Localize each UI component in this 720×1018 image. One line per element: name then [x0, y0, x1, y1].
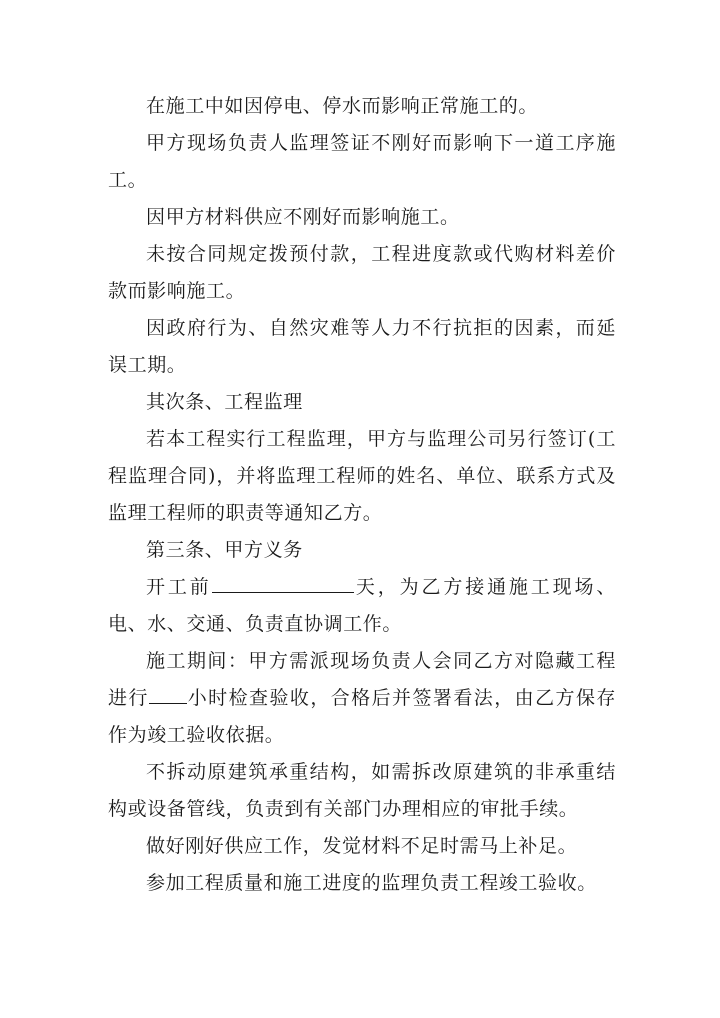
document-page — [108, 88, 616, 902]
hours-blank-line — [149, 681, 187, 704]
paragraph-material-supply-duty: 做好刚好供应工作，发觉材料不足时需马上补足。 — [146, 835, 578, 857]
days-blank-line — [212, 570, 354, 593]
paragraph-hidden-work-inspection — [108, 643, 616, 754]
paragraph-quality-acceptance: 参加工程质量和施工进度的监理负责工程竣工验收。 — [146, 872, 597, 894]
section-heading-supervision: 其次条、工程监理 — [146, 391, 303, 413]
section-heading-party-a-duties: 第三条、甲方义务 — [146, 539, 303, 561]
paragraph-structure-approval: 不拆动原建筑承重结构，如需拆改原建筑的非承重结构或设备管线，负责到有关部门办理相应的审批手续。 — [108, 761, 616, 820]
paragraph-material-supply: 因甲方材料供应不刚好而影响施工。 — [146, 206, 460, 228]
paragraph-pre-construction — [108, 569, 616, 643]
paragraph-supervision-contract: 若本工程实行工程监理，甲方与监理公司另行签订(工程监理合同)，并将监理工程师的姓名、单位、联系方式及监理工程师的职责等通知乙方。 — [108, 428, 616, 524]
item1-text-after: 天，为乙方接通施工现场、电、水、交通、负责直协调工作。 — [108, 576, 616, 635]
item2-text-after: 小时检查验收，合格后并签署看法，由乙方保存作为竣工验收依据。 — [108, 687, 616, 746]
item1-text-before: 开工前 — [146, 576, 212, 598]
paragraph-power-water-outage: 在施工中如因停电、停水而影响正常施工的。 — [146, 95, 539, 117]
paragraph-payment-delay: 未按合同规定拨预付款，工程进度款或代购材料差价款而影响施工。 — [108, 243, 616, 302]
item2-text-before: 施工期间：甲方需派现场负责人会同乙方对隐藏工程进行 — [108, 650, 616, 709]
paragraph-force-majeure: 因政府行为、自然灾难等人力不行抗拒的因素，而延误工期。 — [108, 317, 616, 376]
paragraph-supervision-visa: 甲方现场负责人监理签证不刚好而影响下一道工序施工。 — [108, 132, 616, 191]
